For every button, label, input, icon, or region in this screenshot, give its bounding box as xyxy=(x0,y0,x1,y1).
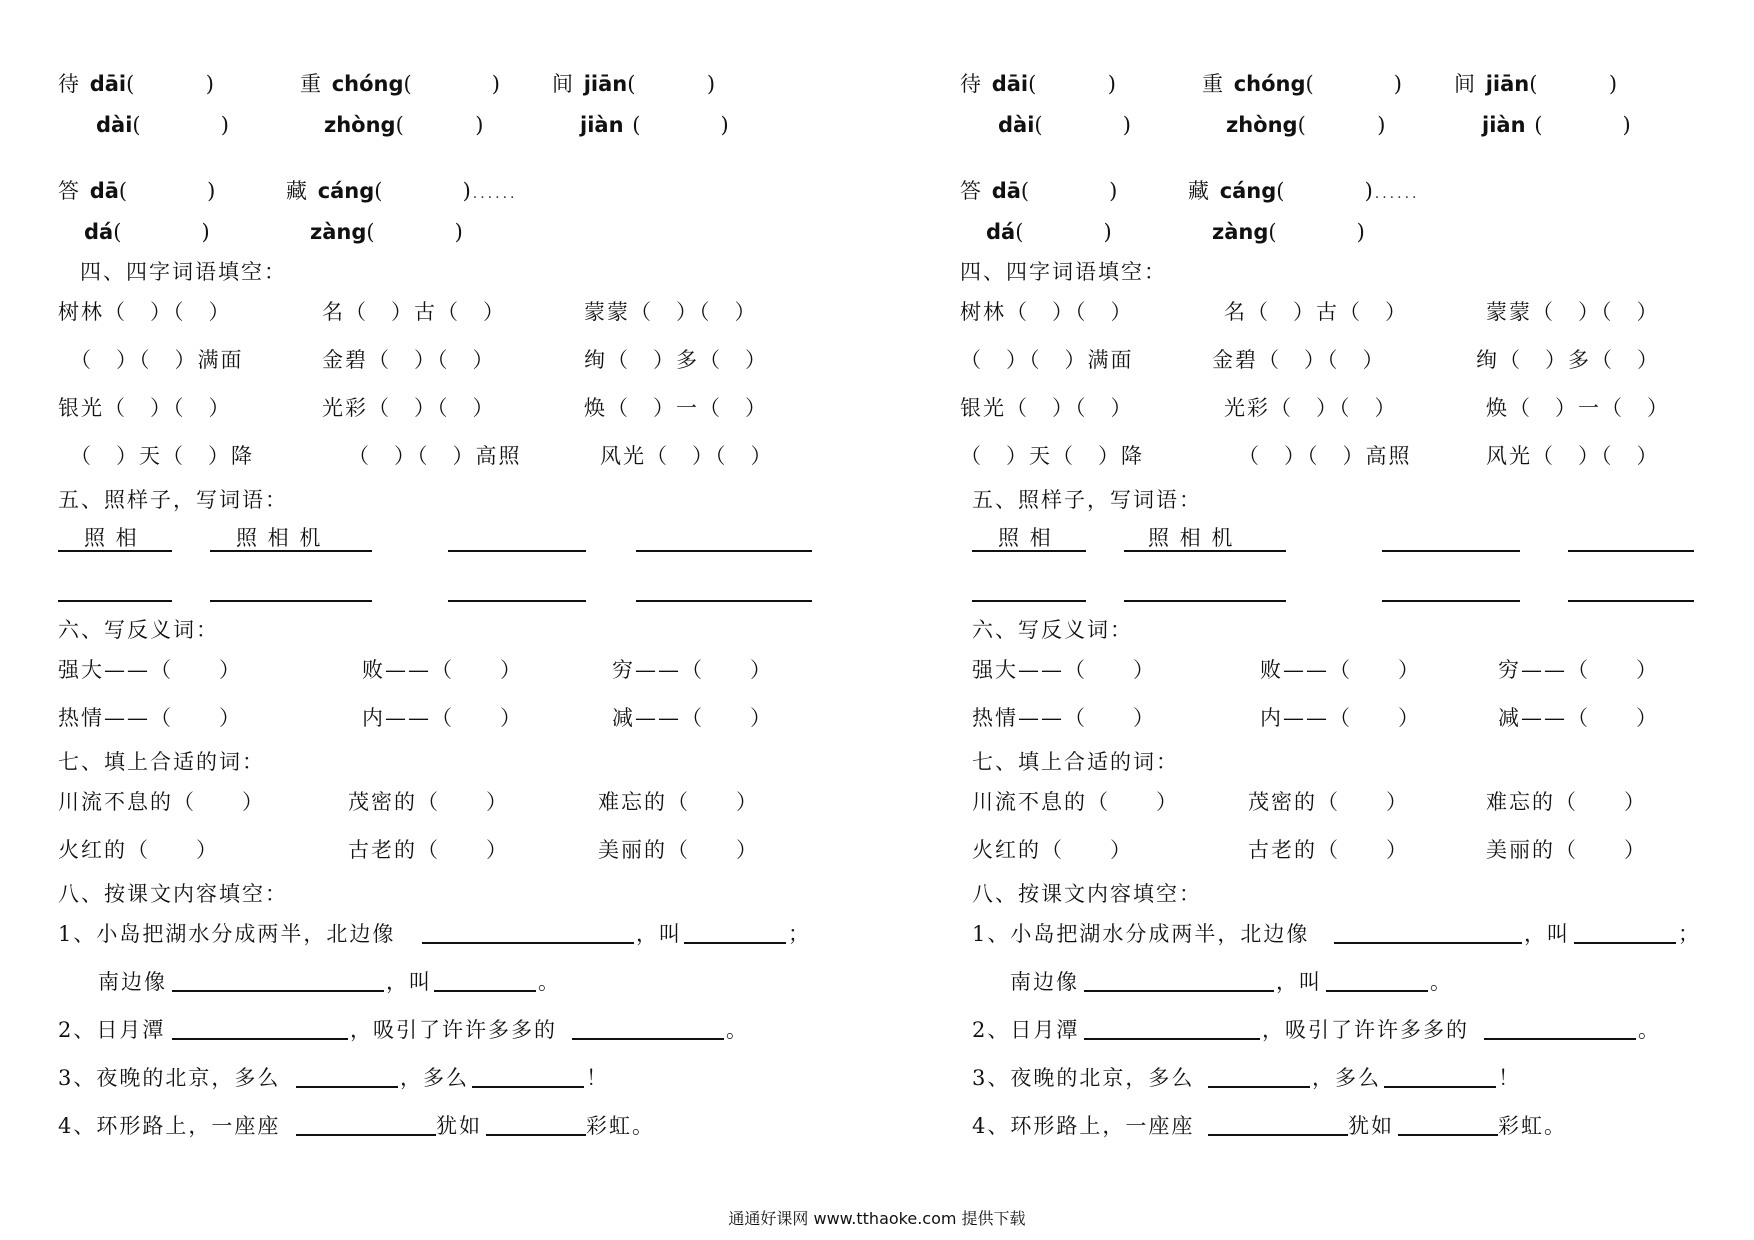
antonym-item: 强大——（ ） xyxy=(58,658,242,682)
antonym-item: 减——（ ） xyxy=(612,706,773,730)
pinyin-item: jiàn ( ) xyxy=(580,113,731,137)
section-title: 六、写反义词： xyxy=(58,618,219,642)
pinyin-item: 答 dā( ) xyxy=(960,179,1120,203)
text-fragment: ； xyxy=(1678,922,1701,946)
section-title: 八、按课文内容填空： xyxy=(972,882,1202,906)
idiom-blank: （ ）（ ）高照 xyxy=(1238,444,1412,468)
section-title: 八、按课文内容填空： xyxy=(58,882,288,906)
worksheet-right xyxy=(902,0,1722,1200)
text-fragment: ，叫 xyxy=(636,922,682,946)
answer-line xyxy=(1574,942,1676,944)
text-fragment: ，叫 xyxy=(386,970,432,994)
section-title: 四、四字词语填空： xyxy=(960,260,1167,284)
text-fragment: 犹如 xyxy=(1348,1114,1394,1138)
answer-line xyxy=(210,550,372,552)
text-fragment: ！ xyxy=(1498,1066,1521,1090)
text-fragment: 南边像 xyxy=(1010,970,1079,994)
text-fragment: 1、小岛把湖水分成两半，北边像 xyxy=(972,922,1310,946)
text-fragment: ； xyxy=(788,922,811,946)
antonym-item: 热情——（ ） xyxy=(972,706,1156,730)
answer-line xyxy=(486,1134,586,1136)
answer-line xyxy=(296,1086,398,1088)
fill-word: 火红的（ ） xyxy=(58,838,219,862)
idiom-blank: 银光（ ）（ ） xyxy=(960,396,1134,420)
idiom-blank: 金碧（ ）（ ） xyxy=(322,348,496,372)
text-fragment: 。 xyxy=(538,970,561,994)
text-fragment: 。 xyxy=(726,1018,749,1042)
answer-line xyxy=(1084,990,1274,992)
answer-line xyxy=(572,1038,724,1040)
answer-line xyxy=(472,1086,584,1088)
pinyin-item: zàng( ) xyxy=(310,220,465,244)
pinyin-item: 藏 cáng( )...... xyxy=(286,179,518,203)
section-title: 七、填上合适的词： xyxy=(58,750,265,774)
pinyin-item: 重 chóng( ) xyxy=(300,72,502,96)
idiom-blank: 光彩（ ）（ ） xyxy=(1224,396,1398,420)
answer-line xyxy=(1484,1038,1636,1040)
pinyin-item: 藏 cáng( )...... xyxy=(1188,179,1420,203)
answer-line xyxy=(1326,990,1428,992)
antonym-item: 强大——（ ） xyxy=(972,658,1156,682)
answer-line xyxy=(1084,1038,1260,1040)
fill-word: 茂密的（ ） xyxy=(348,790,509,814)
pinyin-item: dài( ) xyxy=(96,113,231,137)
pinyin-item: 重 chóng( ) xyxy=(1202,72,1404,96)
idiom-blank: 绚（ ）多（ ） xyxy=(584,348,768,372)
text-fragment: ，叫 xyxy=(1524,922,1570,946)
text-fragment: 3、夜晚的北京，多么 xyxy=(58,1066,281,1090)
answer-line xyxy=(1382,600,1520,602)
idiom-blank: 银光（ ）（ ） xyxy=(58,396,232,420)
idiom-blank: 光彩（ ）（ ） xyxy=(322,396,496,420)
text-fragment: 彩虹。 xyxy=(1498,1114,1567,1138)
antonym-item: 穷——（ ） xyxy=(612,658,773,682)
text-fragment: ，多么 xyxy=(1312,1066,1381,1090)
section-title: 五、照样子，写词语： xyxy=(58,488,288,512)
answer-line xyxy=(1334,942,1522,944)
answer-line xyxy=(636,600,812,602)
idiom-blank: （ ）天（ ）降 xyxy=(70,444,254,468)
antonym-item: 穷——（ ） xyxy=(1498,658,1659,682)
pinyin-item: dá( ) xyxy=(84,220,212,244)
antonym-item: 内——（ ） xyxy=(362,706,523,730)
pinyin-item: 间 jiān( ) xyxy=(552,72,718,96)
text-fragment: 彩虹。 xyxy=(586,1114,655,1138)
answer-line xyxy=(172,1038,348,1040)
answer-line xyxy=(58,600,172,602)
idiom-blank: 焕（ ）一（ ） xyxy=(1486,396,1670,420)
text-fragment: ，吸引了许许多多的 xyxy=(350,1018,557,1042)
answer-line xyxy=(422,942,634,944)
fill-word: 川流不息的（ ） xyxy=(58,790,265,814)
answer-line xyxy=(448,600,586,602)
pinyin-item: zàng( ) xyxy=(1212,220,1367,244)
idiom-blank: 名（ ）古（ ） xyxy=(1224,300,1408,324)
section-title: 五、照样子，写词语： xyxy=(972,488,1202,512)
text-fragment: 3、夜晚的北京，多么 xyxy=(972,1066,1195,1090)
antonym-item: 败——（ ） xyxy=(362,658,523,682)
idiom-blank: 蒙蒙（ ）（ ） xyxy=(584,300,758,324)
text-fragment: ！ xyxy=(586,1066,609,1090)
antonym-item: 热情——（ ） xyxy=(58,706,242,730)
idiom-blank: （ ）（ ）高照 xyxy=(348,444,522,468)
answer-line xyxy=(172,990,384,992)
text-fragment: 1、小岛把湖水分成两半，北边像 xyxy=(58,922,396,946)
idiom-blank: 焕（ ）一（ ） xyxy=(584,396,768,420)
idiom-blank: （ ）（ ）满面 xyxy=(960,348,1134,372)
fill-word: 难忘的（ ） xyxy=(1486,790,1647,814)
pinyin-item: 间 jiān( ) xyxy=(1454,72,1620,96)
answer-line xyxy=(1208,1086,1310,1088)
text-fragment: ，叫 xyxy=(1276,970,1322,994)
fill-word: 难忘的（ ） xyxy=(598,790,759,814)
text-fragment: 。 xyxy=(1430,970,1453,994)
answer-line xyxy=(1124,550,1286,552)
answer-line xyxy=(1208,1134,1348,1136)
idiom-blank: （ ）（ ）满面 xyxy=(70,348,244,372)
answer-line xyxy=(972,600,1086,602)
fill-word: 美丽的（ ） xyxy=(598,838,759,862)
answer-line xyxy=(296,1134,436,1136)
text-fragment: 4、环形路上，一座座 xyxy=(58,1114,281,1138)
answer-line xyxy=(1568,550,1694,552)
answer-line xyxy=(1384,1086,1496,1088)
fill-word: 茂密的（ ） xyxy=(1248,790,1409,814)
text-fragment: 。 xyxy=(1638,1018,1661,1042)
pinyin-item: 待 dāi( ) xyxy=(960,72,1118,96)
text-fragment: 犹如 xyxy=(436,1114,482,1138)
pinyin-item: 答 dā( ) xyxy=(58,179,218,203)
fill-word: 古老的（ ） xyxy=(348,838,509,862)
answer-line xyxy=(58,550,172,552)
idiom-blank: 风光（ ）（ ） xyxy=(600,444,774,468)
example-word: 照 相 机 xyxy=(1148,526,1235,550)
section-title: 四、四字词语填空： xyxy=(80,260,287,284)
idiom-blank: （ ）天（ ）降 xyxy=(960,444,1144,468)
section-title: 六、写反义词： xyxy=(972,618,1133,642)
fill-word: 川流不息的（ ） xyxy=(972,790,1179,814)
text-fragment: 南边像 xyxy=(98,970,167,994)
footer-credit: 通通好课网 www.tthaoke.com 提供下载 xyxy=(728,1209,1026,1228)
answer-line xyxy=(1382,550,1520,552)
pinyin-item: zhòng( ) xyxy=(1226,113,1388,137)
pinyin-item: dá( ) xyxy=(986,220,1114,244)
section-title: 七、填上合适的词： xyxy=(972,750,1179,774)
text-fragment: 2、日月潭 xyxy=(58,1018,166,1042)
antonym-item: 减——（ ） xyxy=(1498,706,1659,730)
answer-line xyxy=(684,942,786,944)
answer-line xyxy=(1398,1134,1498,1136)
text-fragment: 2、日月潭 xyxy=(972,1018,1080,1042)
idiom-blank: 风光（ ）（ ） xyxy=(1486,444,1660,468)
idiom-blank: 金碧（ ）（ ） xyxy=(1212,348,1386,372)
answer-line xyxy=(636,550,812,552)
text-fragment: ，多么 xyxy=(400,1066,469,1090)
idiom-blank: 绚（ ）多（ ） xyxy=(1476,348,1660,372)
answer-line xyxy=(210,600,372,602)
pinyin-item: dài( ) xyxy=(998,113,1133,137)
antonym-item: 败——（ ） xyxy=(1260,658,1421,682)
example-word: 照 相 机 xyxy=(236,526,323,550)
answer-line xyxy=(434,990,536,992)
answer-line xyxy=(1124,600,1286,602)
fill-word: 古老的（ ） xyxy=(1248,838,1409,862)
answer-line xyxy=(972,550,1086,552)
idiom-blank: 树林（ ）（ ） xyxy=(58,300,232,324)
example-word: 照 相 xyxy=(84,526,139,550)
worksheet-left xyxy=(0,0,820,1200)
fill-word: 美丽的（ ） xyxy=(1486,838,1647,862)
example-word: 照 相 xyxy=(998,526,1053,550)
pinyin-item: 待 dāi( ) xyxy=(58,72,216,96)
idiom-blank: 树林（ ）（ ） xyxy=(960,300,1134,324)
antonym-item: 内——（ ） xyxy=(1260,706,1421,730)
answer-line xyxy=(1568,600,1694,602)
text-fragment: 4、环形路上，一座座 xyxy=(972,1114,1195,1138)
answer-line xyxy=(448,550,586,552)
text-fragment: ，吸引了许许多多的 xyxy=(1262,1018,1469,1042)
idiom-blank: 蒙蒙（ ）（ ） xyxy=(1486,300,1660,324)
fill-word: 火红的（ ） xyxy=(972,838,1133,862)
idiom-blank: 名（ ）古（ ） xyxy=(322,300,506,324)
pinyin-item: jiàn ( ) xyxy=(1482,113,1633,137)
pinyin-item: zhòng( ) xyxy=(324,113,486,137)
